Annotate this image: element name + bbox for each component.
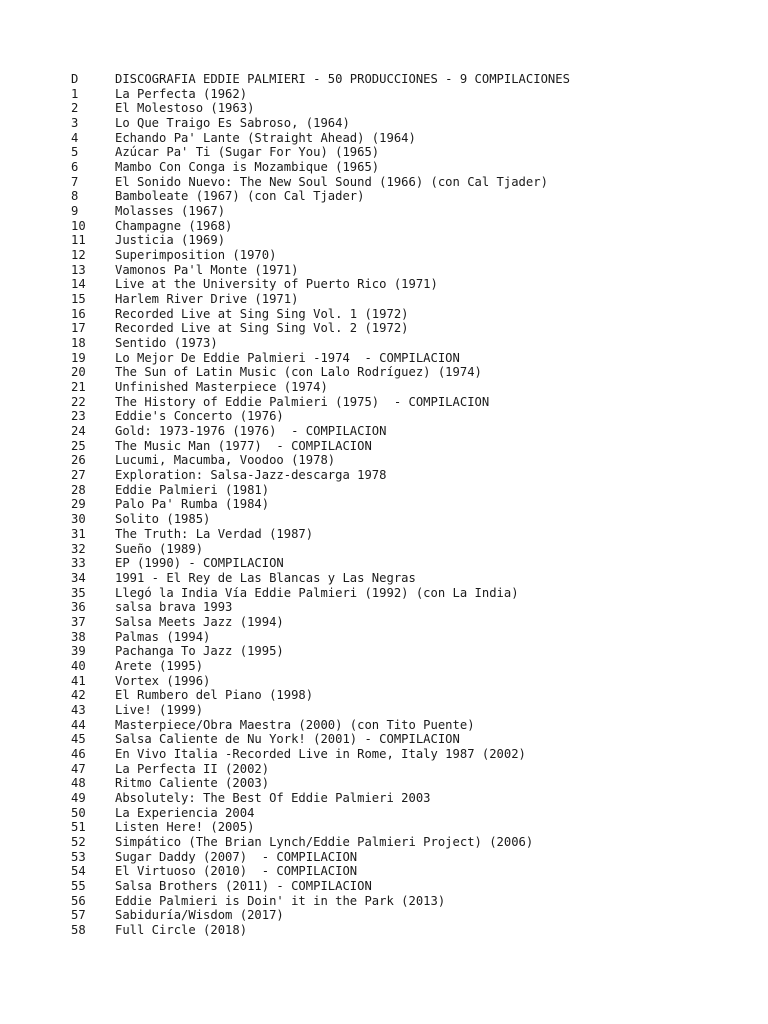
- album-title: La Perfecta II (2002): [115, 761, 270, 776]
- album-title: Echando Pa' Lante (Straight Ahead) (1964): [115, 130, 416, 145]
- item-number: 12: [71, 248, 86, 263]
- list-item: [71, 630, 570, 645]
- album-title: Listen Here! (2005): [115, 820, 255, 835]
- list-item: [71, 835, 570, 850]
- list-item: [71, 586, 570, 601]
- album-title: Eddie's Concerto (1976): [115, 409, 284, 424]
- album-title: Harlem River Drive (1971): [115, 292, 299, 307]
- item-number: 47: [71, 761, 86, 776]
- item-number: 14: [71, 277, 86, 292]
- list-item: [71, 160, 570, 175]
- item-number: 54: [71, 864, 86, 879]
- list-item: [71, 87, 570, 102]
- album-title: Full Circle (2018): [115, 922, 248, 937]
- album-title: Sueño (1989): [115, 541, 204, 556]
- album-title: Recorded Live at Sing Sing Vol. 1 (1972): [115, 306, 409, 321]
- item-number: 40: [71, 658, 86, 673]
- item-number: 3: [71, 116, 79, 131]
- list-item: [71, 718, 570, 733]
- item-number: 4: [71, 130, 79, 145]
- album-title: Bamboleate (1967) (con Cal Tjader): [115, 189, 365, 204]
- album-title: Unfinished Masterpiece (1974): [115, 380, 328, 395]
- header-column-label: D: [71, 72, 79, 86]
- item-number: 35: [71, 585, 86, 600]
- album-title: Llegó la India Vía Eddie Palmieri (1992) (con La India): [115, 585, 519, 600]
- album-title: La Perfecta (1962): [115, 86, 248, 101]
- item-number: 18: [71, 336, 86, 351]
- item-number: 1: [71, 86, 79, 101]
- list-item: [71, 688, 570, 703]
- album-title: salsa brava 1993: [115, 600, 233, 615]
- album-title: Champagne (1968): [115, 218, 233, 233]
- list-item: [71, 219, 570, 234]
- album-title: Lo Que Traigo Es Sabroso, (1964): [115, 116, 350, 131]
- album-title: EP (1990) - COMPILACION: [115, 556, 284, 571]
- list-item: [71, 131, 570, 146]
- list-item: [71, 791, 570, 806]
- list-item: [71, 380, 570, 395]
- album-title: Mambo Con Conga is Mozambique (1965): [115, 160, 380, 175]
- album-title: Eddie Palmieri (1981): [115, 482, 270, 497]
- list-item: [71, 204, 570, 219]
- list-item: [71, 776, 570, 791]
- item-number: 15: [71, 292, 86, 307]
- list-item: [71, 703, 570, 718]
- list-item: [71, 864, 570, 879]
- album-title: 1991 - El Rey de Las Blancas y Las Negras: [115, 570, 416, 585]
- item-number: 28: [71, 482, 86, 497]
- album-title: Simpático (The Brian Lynch/Eddie Palmieri Project) (2006): [115, 834, 534, 849]
- album-title: Justicia (1969): [115, 233, 226, 248]
- list-item: [71, 351, 570, 366]
- album-title: Palo Pa' Rumba (1984): [115, 497, 270, 512]
- album-title: Masterpiece/Obra Maestra (2000) (con Tito Puente): [115, 717, 475, 732]
- item-number: 27: [71, 468, 86, 483]
- list-item: [71, 101, 570, 116]
- item-number: 56: [71, 893, 86, 908]
- item-number: 23: [71, 409, 86, 424]
- album-title: Gold: 1973-1976 (1976) - COMPILACION: [115, 424, 387, 439]
- album-title: Absolutely: The Best Of Eddie Palmieri 2003: [115, 790, 431, 805]
- item-number: 45: [71, 732, 86, 747]
- list-item: [71, 248, 570, 263]
- item-number: 5: [71, 145, 79, 160]
- list-item: [71, 747, 570, 762]
- album-title: Live at the University of Puerto Rico (1971): [115, 277, 438, 292]
- album-title: Sabiduría/Wisdom (2017): [115, 908, 284, 923]
- list-item: [71, 615, 570, 630]
- album-title: Azúcar Pa' Ti (Sugar For You) (1965): [115, 145, 380, 160]
- list-item: [71, 556, 570, 571]
- list-item: [71, 263, 570, 278]
- list-item: [71, 189, 570, 204]
- list-item: [71, 277, 570, 292]
- item-number: 55: [71, 878, 86, 893]
- item-number: 51: [71, 820, 86, 835]
- list-item: [71, 659, 570, 674]
- album-title: Vortex (1996): [115, 673, 211, 688]
- album-title: Arete (1995): [115, 658, 204, 673]
- album-title: Salsa Caliente de Nu York! (2001) - COMPILACION: [115, 732, 460, 747]
- item-number: 29: [71, 497, 86, 512]
- album-title: Superimposition (1970): [115, 248, 277, 263]
- item-number: 19: [71, 350, 86, 365]
- document-title: DISCOGRAFIA EDDIE PALMIERI - 50 PRODUCCIONES - 9 COMPILACIONES: [115, 72, 570, 86]
- album-title: El Virtuoso (2010) - COMPILACION: [115, 864, 358, 879]
- album-title: The History of Eddie Palmieri (1975) - COMPILACION: [115, 394, 490, 409]
- list-item: [71, 175, 570, 190]
- list-item: [71, 894, 570, 909]
- item-number: 16: [71, 306, 86, 321]
- item-number: 9: [71, 204, 79, 219]
- item-number: 17: [71, 321, 86, 336]
- list-item: [71, 395, 570, 410]
- album-title: Recorded Live at Sing Sing Vol. 2 (1972): [115, 321, 409, 336]
- list-item: [71, 806, 570, 821]
- item-number: 22: [71, 394, 86, 409]
- album-title: Lucumi, Macumba, Voodoo (1978): [115, 453, 336, 468]
- album-title: El Molestoso (1963): [115, 101, 255, 116]
- list-item: [71, 424, 570, 439]
- item-number: 39: [71, 644, 86, 659]
- list-item: [71, 512, 570, 527]
- item-number: 52: [71, 834, 86, 849]
- list-item: [71, 145, 570, 160]
- album-title: La Experiencia 2004: [115, 805, 255, 820]
- item-number: 46: [71, 746, 86, 761]
- item-number: 34: [71, 570, 86, 585]
- item-number: 2: [71, 101, 79, 116]
- item-number: 33: [71, 556, 86, 571]
- list-item: [71, 439, 570, 454]
- list-item: [71, 527, 570, 542]
- list-item: [71, 542, 570, 557]
- item-number: 24: [71, 424, 86, 439]
- list-item: [71, 365, 570, 380]
- item-number: 57: [71, 908, 86, 923]
- list-item: [71, 321, 570, 336]
- album-title: Sentido (1973): [115, 336, 218, 351]
- item-number: 50: [71, 805, 86, 820]
- album-title: The Sun of Latin Music (con Lalo Rodríguez) (1974): [115, 365, 482, 380]
- item-number: 21: [71, 380, 86, 395]
- item-number: 48: [71, 776, 86, 791]
- album-title: El Sonido Nuevo: The New Soul Sound (1966) (con Cal Tjader): [115, 174, 548, 189]
- album-title: The Music Man (1977) - COMPILACION: [115, 438, 372, 453]
- album-title: Live! (1999): [115, 702, 204, 717]
- list-item: [71, 644, 570, 659]
- item-number: 32: [71, 541, 86, 556]
- item-number: 49: [71, 790, 86, 805]
- list-item: [71, 762, 570, 777]
- item-number: 38: [71, 629, 86, 644]
- list-item: [71, 116, 570, 131]
- album-title: Sugar Daddy (2007) - COMPILACION: [115, 849, 358, 864]
- item-number: 10: [71, 218, 86, 233]
- list-item: [71, 732, 570, 747]
- album-title: Salsa Brothers (2011) - COMPILACION: [115, 878, 372, 893]
- list-item: [71, 820, 570, 835]
- list-item: [71, 468, 570, 483]
- item-number: 30: [71, 512, 86, 527]
- list-item: [71, 453, 570, 468]
- item-number: 53: [71, 849, 86, 864]
- item-number: 41: [71, 673, 86, 688]
- album-title: Salsa Meets Jazz (1994): [115, 614, 284, 629]
- list-item: [71, 233, 570, 248]
- list-item: [71, 571, 570, 586]
- item-number: 25: [71, 438, 86, 453]
- item-number: 6: [71, 160, 79, 175]
- item-number: 37: [71, 614, 86, 629]
- item-number: 58: [71, 922, 86, 937]
- album-title: Exploration: Salsa-Jazz-descarga 1978: [115, 468, 387, 483]
- album-title: Lo Mejor De Eddie Palmieri -1974 - COMPILACION: [115, 350, 460, 365]
- item-number: 20: [71, 365, 86, 380]
- list-item: [71, 497, 570, 512]
- discography-list: [71, 72, 570, 938]
- item-number: 8: [71, 189, 79, 204]
- item-number: 36: [71, 600, 86, 615]
- list-item: [71, 879, 570, 894]
- album-title: Palmas (1994): [115, 629, 211, 644]
- item-number: 44: [71, 717, 86, 732]
- album-title: Pachanga To Jazz (1995): [115, 644, 284, 659]
- list-item: [71, 336, 570, 351]
- list-item: [71, 307, 570, 322]
- header-row: [71, 72, 570, 87]
- list-item: [71, 292, 570, 307]
- album-title: The Truth: La Verdad (1987): [115, 526, 314, 541]
- list-item: [71, 600, 570, 615]
- album-title: Vamonos Pa'l Monte (1971): [115, 262, 299, 277]
- list-item: [71, 850, 570, 865]
- list-item: [71, 483, 570, 498]
- album-title: Molasses (1967): [115, 204, 226, 219]
- item-number: 43: [71, 702, 86, 717]
- item-number: 7: [71, 174, 79, 189]
- item-number: 13: [71, 262, 86, 277]
- item-number: 31: [71, 526, 86, 541]
- list-item: [71, 409, 570, 424]
- album-title: Solito (1985): [115, 512, 211, 527]
- album-title: El Rumbero del Piano (1998): [115, 688, 314, 703]
- item-number: 26: [71, 453, 86, 468]
- list-item: [71, 674, 570, 689]
- album-title: Ritmo Caliente (2003): [115, 776, 270, 791]
- item-number: 11: [71, 233, 86, 248]
- album-title: En Vivo Italia -Recorded Live in Rome, Italy 1987 (2002): [115, 746, 526, 761]
- list-item: [71, 908, 570, 923]
- item-number: 42: [71, 688, 86, 703]
- list-item: [71, 923, 570, 938]
- album-title: Eddie Palmieri is Doin' it in the Park (2013): [115, 893, 446, 908]
